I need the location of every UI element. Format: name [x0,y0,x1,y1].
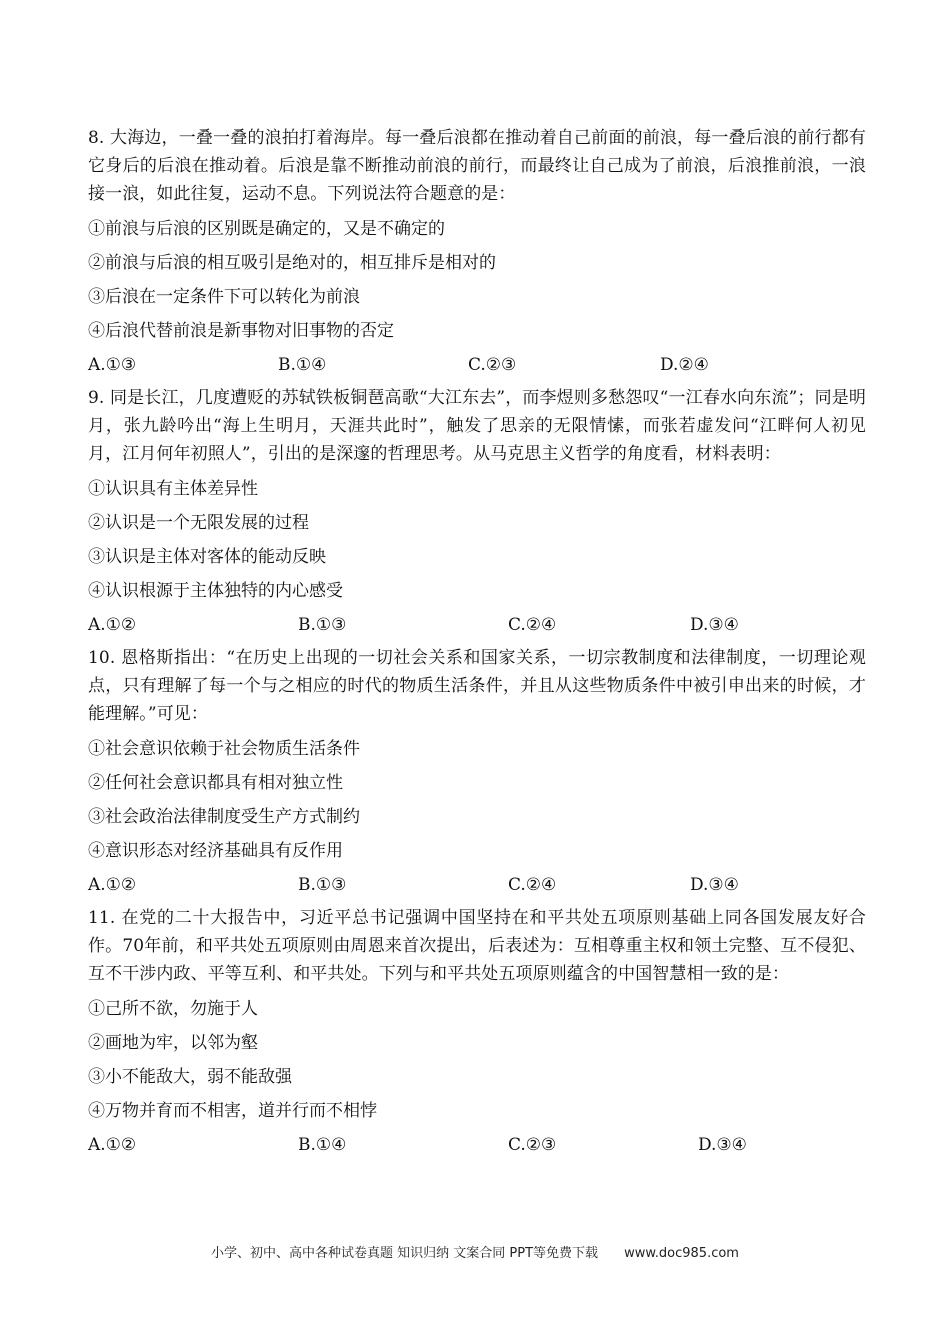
choice-d: D.③④ [698,1135,747,1155]
option-item: ②任何社会意识都具有相对独立性 [88,773,343,793]
option-item: ①社会意识依赖于社会物质生活条件 [88,739,360,759]
choice-a: A.①② [88,875,137,895]
option-item: ④意识形态对经济基础具有反作用 [88,841,343,861]
footer-text: 小学、初中、高中各种试卷真题 知识归纳 文案合同 PPT等免费下载 [211,1246,599,1261]
question-8 [88,124,866,378]
option-item: ②前浪与后浪的相互吸引是绝对的，相互排斥是相对的 [88,253,496,273]
option-item: ③认识是主体对客体的能动反映 [88,547,326,567]
choice-a: A.①③ [88,355,137,375]
question-stem: 8. 大海边，一叠一叠的浪拍打着海岸。每一叠后浪都在推动着自己前面的前浪，每一叠后浪的前行都有它身后的后浪在推动着。后浪是靠不断推动前浪的前行，而最终让自己成为了前浪，后浪推前浪，一浪接一浪，如此往复，运动不息。下列说法符合题意的是： [88,128,866,204]
option-item: ③社会政治法律制度受生产方式制约 [88,807,360,827]
question-11 [88,904,866,1158]
footer-url[interactable]: www.doc985.com [624,1246,739,1261]
answer-choices [88,1132,866,1158]
option-item: ②画地为牢，以邻为壑 [88,1033,258,1053]
question-10 [88,644,866,898]
option-item: ②认识是一个无限发展的过程 [88,513,309,533]
answer-choices [88,612,866,638]
question-stem: 10. 恩格斯指出：“在历史上出现的一切社会关系和国家关系，一切宗教制度和法律制度，一切理论观点，只有理解了每一个与之相应的时代的物质生活条件，并且从这些物质条件中被引申出来的时候，才能理解。”可见： [88,648,866,724]
choice-a: A.①② [88,1135,137,1155]
answer-choices [88,872,866,898]
option-item: ①己所不欲，勿施于人 [88,999,258,1019]
option-item: ④万物并育而不相害，道并行而不相悖 [88,1101,377,1121]
option-item: ④后浪代替前浪是新事物对旧事物的否定 [88,321,394,341]
option-item: ④认识根源于主体独特的内心感受 [88,581,343,601]
choice-b: B.①④ [278,355,327,375]
choice-d: D.②④ [660,355,709,375]
choice-b: B.①③ [298,615,347,635]
choice-c: C.②④ [508,615,557,635]
question-stem: 9. 同是长江，几度遭贬的苏轼铁板铜琶高歌“大江东去”，而李煜则多愁怨叹“一江春水向东流”；同是明月，张九龄吟出“海上生明月，天涯共此时”，触发了思亲的无限情愫，而张若虚发问“江畔何人初见月，江月何年初照人”，引出的是深邃的哲理思考。从马克思主义哲学的角度看，材料表明： [88,388,866,464]
choice-d: D.③④ [690,615,739,635]
choice-b: B.①③ [298,875,347,895]
choice-b: B.①④ [298,1135,347,1155]
answer-choices [88,352,866,378]
choice-a: A.①② [88,615,137,635]
page-footer [0,1242,950,1261]
choice-d: D.③④ [690,875,739,895]
option-item: ③小不能敌大，弱不能敌强 [88,1067,292,1087]
option-item: ①认识具有主体差异性 [88,479,258,499]
choice-c: C.②③ [468,355,517,375]
question-9 [88,384,866,638]
option-item: ①前浪与后浪的区别既是确定的，又是不确定的 [88,219,445,239]
choice-c: C.②④ [508,875,557,895]
choice-c: C.②③ [508,1135,557,1155]
question-list [88,124,866,1158]
option-item: ③后浪在一定条件下可以转化为前浪 [88,287,360,307]
question-stem: 11. 在党的二十大报告中，习近平总书记强调中国坚持在和平共处五项原则基础上同各国发展友好合作。70年前，和平共处五项原则由周恩来首次提出，后表述为：互相尊重主权和领土完整、互不侵犯、互不干涉内政、平等互利、和平共处。下列与和平共处五项原则蕴含的中国智慧相一致的是： [88,908,866,984]
